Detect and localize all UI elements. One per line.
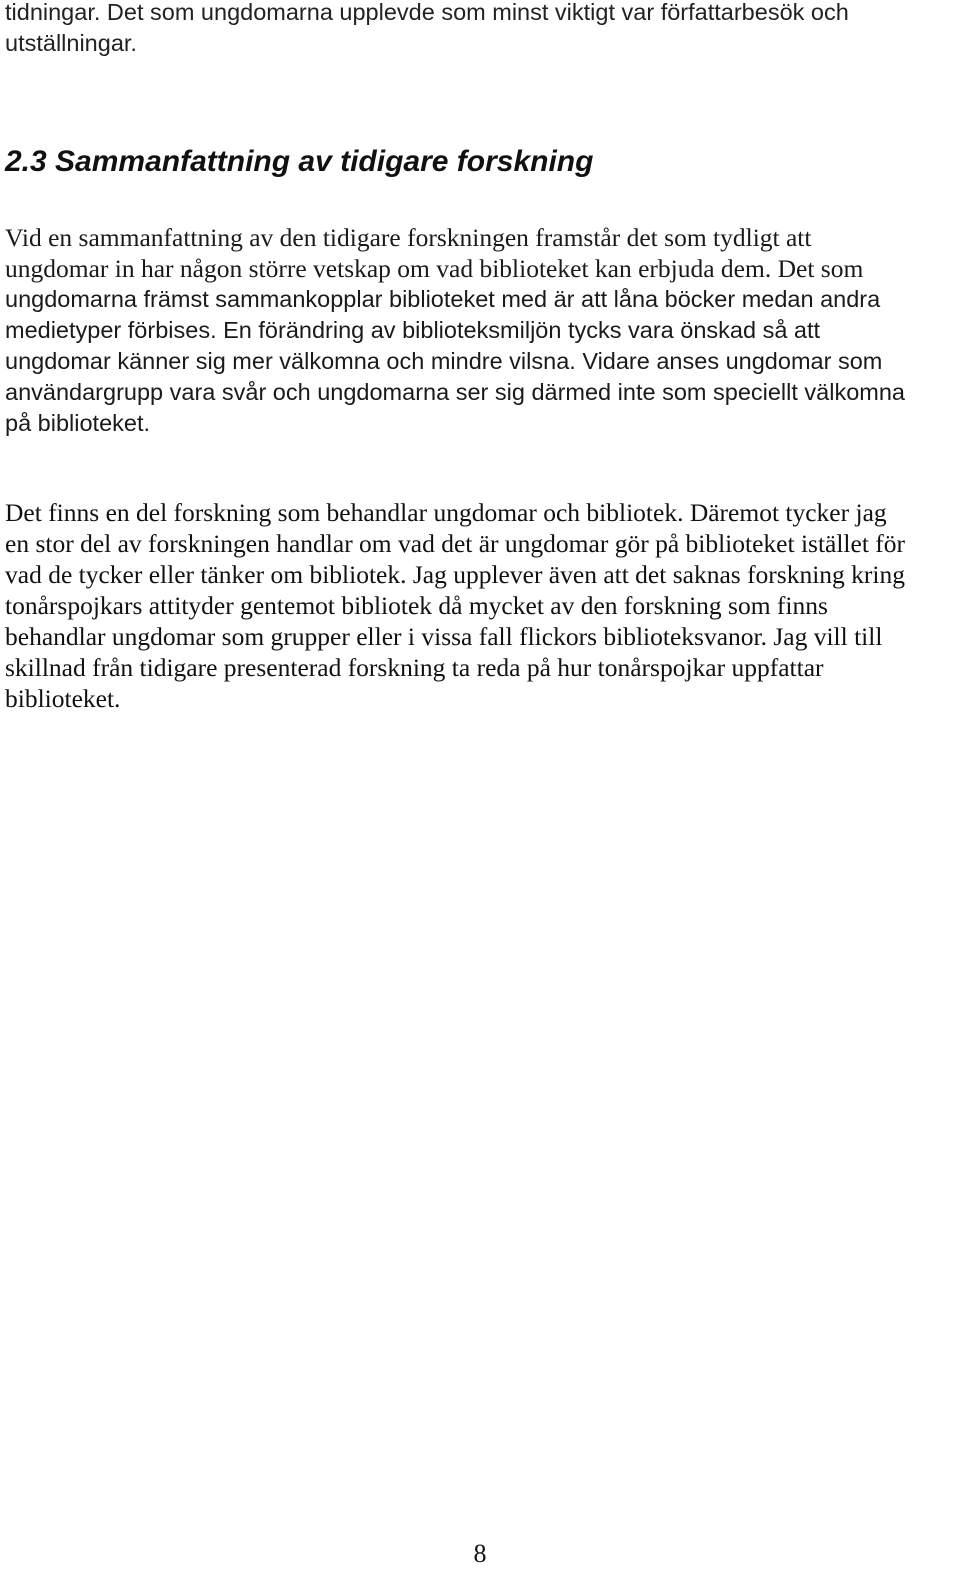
text-line: ungdomarna främst sammankopplar biblioteket med är att låna böcker medan andra <box>5 286 881 312</box>
text-line <box>5 253 955 284</box>
text-line: Vid en sammanfattning av den tidigare forskningen framstår det som tydligt att <box>5 223 812 252</box>
page-number: 8 <box>473 1539 487 1568</box>
text-line: utställningar. <box>5 29 137 56</box>
text-line: ungdomar känner sig mer välkomna och mindre vilsna. Vidare anses ungdomar som <box>5 348 883 374</box>
summary-paragraph <box>5 222 955 439</box>
text-line: tonårspojkars attityder gentemot bibliotek då mycket av den forskning som finns <box>5 591 828 620</box>
text-line: tidningar. Det som ungdomarna upplevde som minst viktigt var författarbesök och <box>5 0 849 25</box>
text-line: skillnad från tidigare presenterad forskning ta reda på hur tonårspojkar uppfattar <box>5 653 824 682</box>
text-line: en stor del av forskningen handlar om vad det är ungdomar gör på biblioteket istället för <box>5 529 906 558</box>
text-line: på biblioteket. <box>5 410 151 436</box>
text-line: medietyper förbises. En förändring av biblioteksmiljön tycks vara önskad så att <box>5 317 821 343</box>
text-line-segment: ungdomar in har någon större vetskap om vad biblioteket kan erbjuda dem. Det som <box>5 254 864 283</box>
text-line: Det finns en del forskning som behandlar ungdomar och bibliotek. Däremot tycker jag <box>5 498 887 527</box>
continued-paragraph <box>5 0 955 58</box>
text-line: behandlar ungdomar som grupper eller i vissa fall flickors biblioteksvanor. Jag vill till <box>5 622 883 651</box>
own-research-paragraph <box>5 497 955 714</box>
text-line: vad de tycker eller tänker om bibliotek. Jag upplever även att det saknas forskning kring <box>5 560 906 589</box>
section-heading: 2.3 Sammanfattning av tidigare forskning <box>5 145 594 178</box>
text-line: användargrupp vara svår och ungdomarna ser sig därmed inte som speciellt välkomna <box>5 379 905 405</box>
text-line: biblioteket. <box>5 684 121 713</box>
